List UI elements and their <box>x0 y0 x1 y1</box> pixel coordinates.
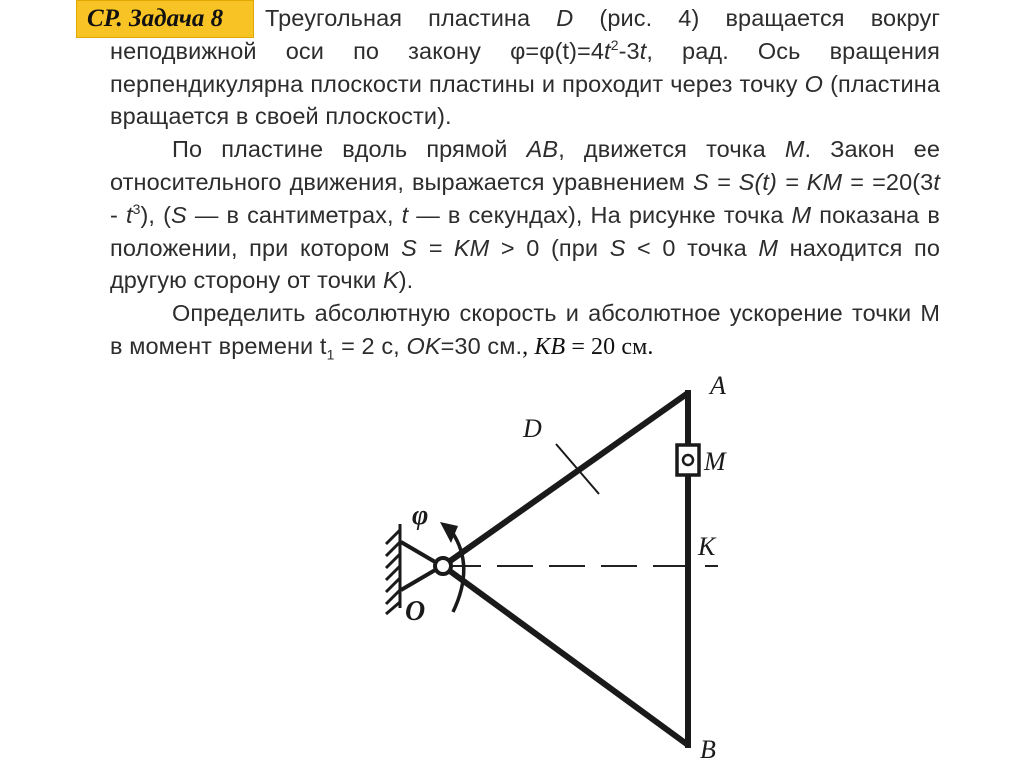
text-fragment: - <box>110 201 126 228</box>
text-fragment: = 2 с, <box>334 332 407 359</box>
point-label: M <box>784 136 805 163</box>
label-m: M <box>704 447 726 476</box>
equation-variable: S <box>609 234 626 261</box>
triangle-plate <box>443 390 688 748</box>
pivot-point <box>435 558 451 574</box>
law-variable: t <box>604 37 611 64</box>
text-fragment: ), ( <box>140 201 172 228</box>
law-variable: t <box>639 37 647 64</box>
text-fragment: По пластине вдоль прямой <box>172 136 527 163</box>
equation-variable: t <box>125 201 133 228</box>
equation-variable: t <box>401 201 409 228</box>
text-fragment: находится по другую сторону от точки <box>110 234 940 294</box>
text-fragment: (пластина вращается в своей плоскости). <box>110 70 940 130</box>
text-fragment: ). <box>398 267 414 294</box>
text-fragment: , рад. Ось вращения перпендикулярна плоскости пластины и проходит через точку <box>110 37 940 97</box>
text-fragment: Треугольная пластина <box>265 5 557 31</box>
motion-equation: S = S(t) = KM <box>693 168 843 195</box>
plate-label-leader <box>556 444 599 494</box>
equation-exponent: 3 <box>132 200 141 217</box>
text-fragment: . Закон ее относительного движения, выражается уравнением <box>110 136 940 195</box>
segment-label: KB <box>534 333 566 360</box>
plate-label: D <box>556 5 574 31</box>
text-fragment: > 0 (при <box>489 234 610 261</box>
task-badge: СР. Задача 8 <box>76 0 254 38</box>
label-phi: φ <box>412 500 429 531</box>
label-d: D <box>523 414 542 443</box>
law-formula: φ=φ(t)=4 <box>510 37 605 64</box>
label-o: O <box>405 596 426 627</box>
law-formula: -3 <box>618 37 640 64</box>
label-a: A <box>710 371 726 400</box>
text-fragment: — в сантиметрах, <box>186 201 402 228</box>
time-subscript: 1 <box>326 346 335 363</box>
text-fragment: = =20(3 <box>842 168 934 195</box>
fixed-wall-hatching <box>386 524 400 614</box>
label-b: B <box>700 735 716 764</box>
text-fragment: (рис. 4) вращается вокруг неподвижной оси по закону <box>110 5 941 64</box>
label-k: K <box>698 532 716 561</box>
text-fragment: — в секундах), На рисунке точка <box>408 201 792 228</box>
point-label: M <box>758 234 779 261</box>
point-m-marker <box>683 455 693 465</box>
text-fragment: =30 см. <box>440 332 523 359</box>
law-exponent: 2 <box>610 36 619 53</box>
equation-variable: S <box>171 201 187 228</box>
equation-variable: t <box>933 168 940 195</box>
point-label: O <box>804 70 824 97</box>
point-label: K <box>382 267 399 294</box>
point-label: M <box>791 201 812 228</box>
segment-label: OK <box>406 332 441 359</box>
condition-formula: S = KM <box>401 234 490 261</box>
text-fragment: = 20 см. <box>565 333 654 360</box>
text-fragment: показана в положении, при котором <box>110 201 940 261</box>
line-label: AB <box>526 136 559 163</box>
text-fragment: , движется точка <box>558 136 785 163</box>
text-fragment: , <box>522 333 535 360</box>
text-fragment: < 0 точка <box>625 234 759 261</box>
text-fragment: Определить абсолютную скорость и абсолютное ускорение точки М в момент времени t <box>110 300 940 359</box>
